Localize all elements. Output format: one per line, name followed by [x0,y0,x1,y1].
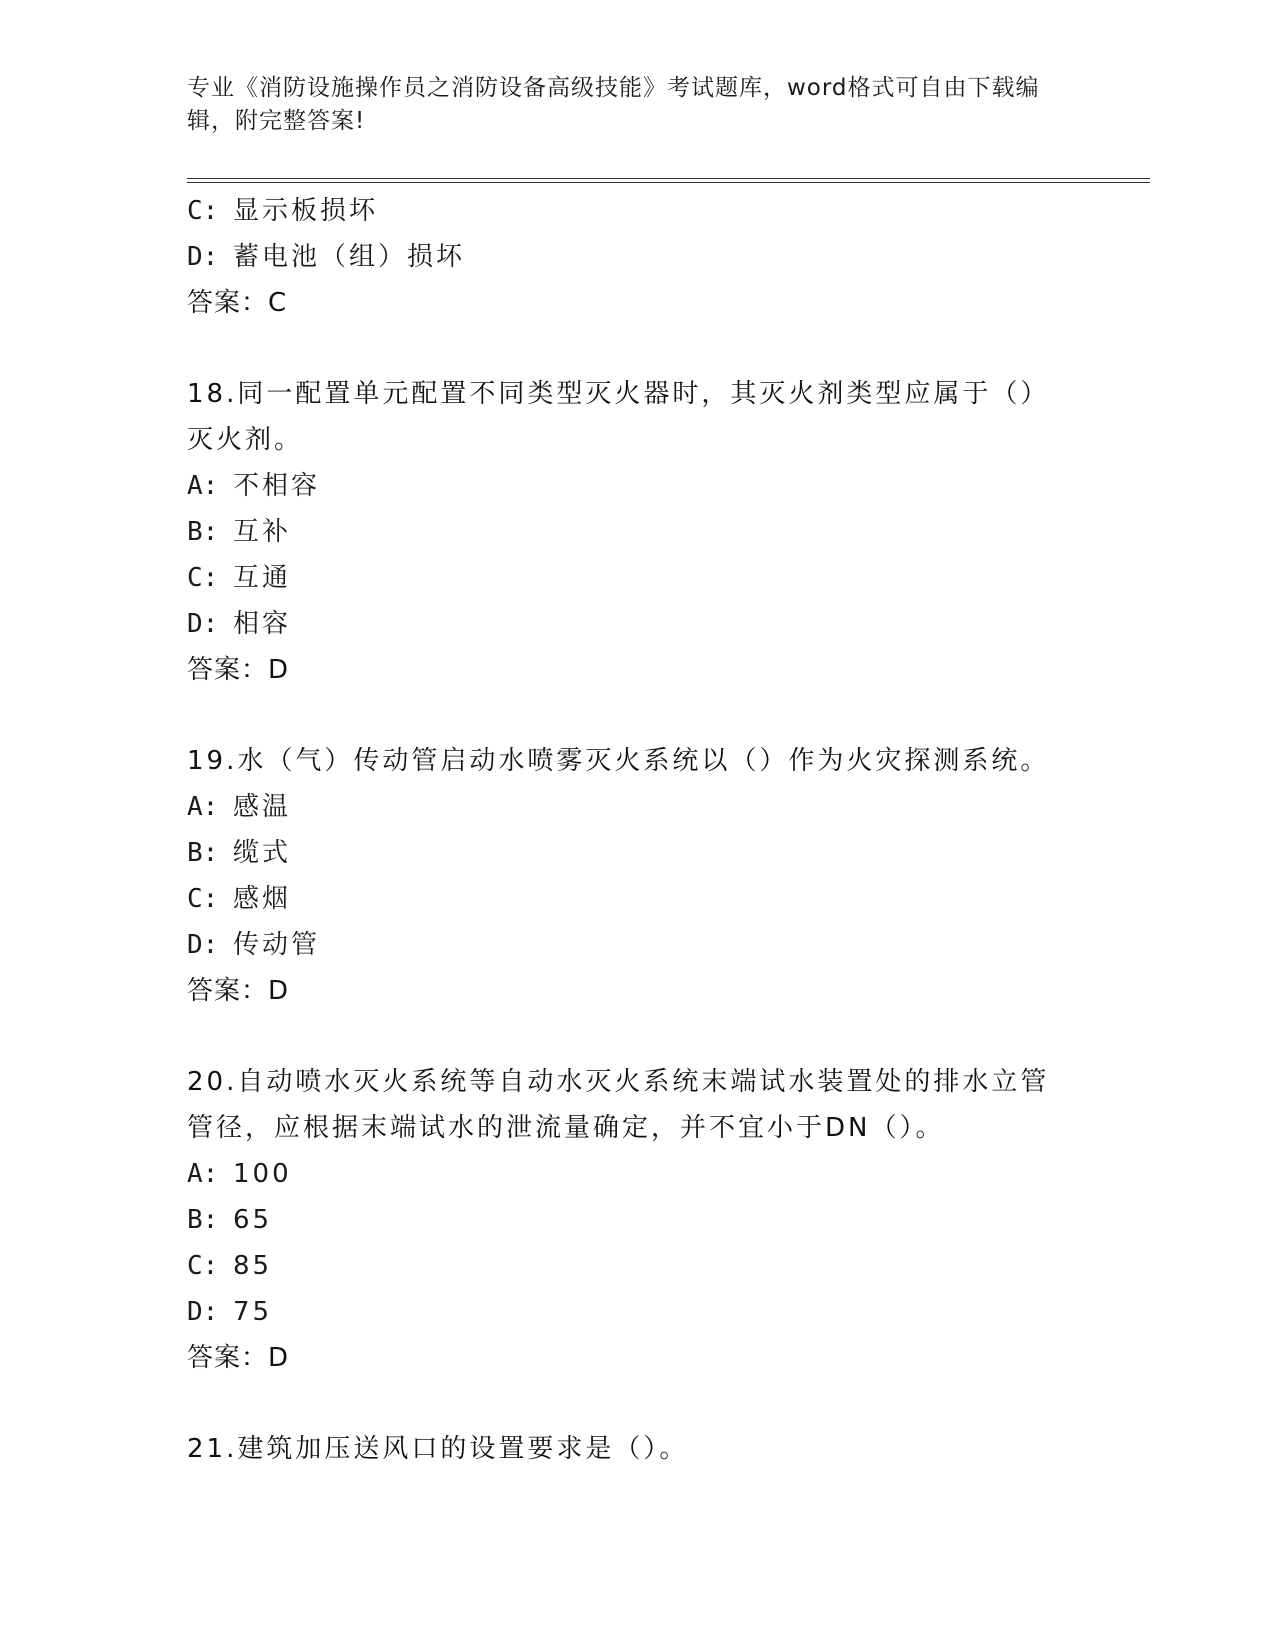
question-text: 19.水（气）传动管启动水喷雾灭火系统以（）作为火灾探测系统。 [187,746,1050,776]
question-text: 18.同一配置单元配置不同类型灭火器时，其灭火剂类型应属于（）灭火剂。 [187,379,1050,455]
option-d: D: 蓄电池（组）损坏 [187,242,466,272]
header-rule-bottom [187,182,1150,183]
question-list [187,188,1087,1472]
answer-line: 答案：D [187,655,290,685]
answer-line: 答案：D [187,976,290,1006]
option-b: B: 缆式 [187,838,292,868]
option-c: C: 显示板损坏 [187,196,379,226]
option-a: A: 100 [187,1159,292,1189]
answer-line: 答案：D [187,1343,290,1373]
option-a: A: 感温 [187,792,292,822]
option-b: B: 互补 [187,517,292,547]
answer-line: 答案：C [187,288,288,318]
option-c: C: 互通 [187,563,292,593]
option-d: D: 传动管 [187,930,321,960]
option-c: C: 感烟 [187,884,292,914]
option-a: A: 不相容 [187,471,321,501]
question-text: 21.建筑加压送风口的设置要求是（）。 [187,1434,689,1464]
option-d: D: 相容 [187,609,292,639]
option-c: C: 85 [187,1251,273,1281]
question-text: 20.自动喷水灭火系统等自动水灭火系统末端试水装置处的排水立管管径，应根据末端试水的泄流量确定，并不宜小于DN（）。 [187,1067,1050,1143]
header-rule-top [187,178,1150,179]
option-b: B: 65 [187,1205,273,1235]
option-d: D: 75 [187,1297,273,1327]
document-header: 专业《消防设施操作员之消防设备高级技能》考试题库，word格式可自由下载编辑，附完整答案! [187,75,1040,134]
